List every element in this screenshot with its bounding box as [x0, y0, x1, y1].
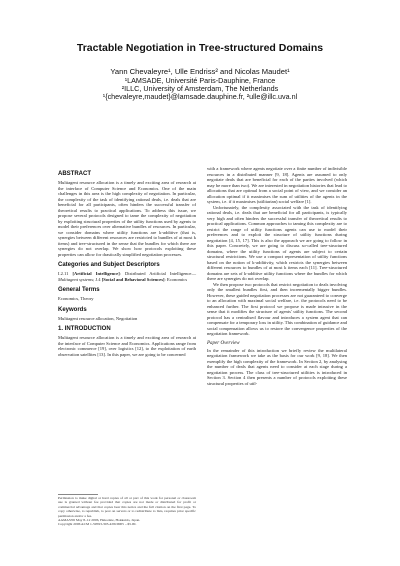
right-paragraph-1: with a framework where agents negotiate over a finite number of indivisible resources in a distributed manner [9, 18]. Agents are assumed to only negotiate deals that are beneficial for each of the parties involved (which may be more than two). We are interested in negotiation histories that lead to allocations that are optimal from a social point of view, and we consider an allocation optimal if it maximises the sum of utilities of the agents in the system, i.e. if it maximises (utilitarian) social welfare [1].	[207, 166, 347, 204]
abstract-heading: ABSTRACT	[58, 171, 91, 177]
general-terms-text: Economics, Theory	[58, 296, 94, 301]
copyright-text: Copyright 2006 ACM 1-59593-303-4/06/0005 ...$5.00.	[58, 522, 137, 527]
footnote-separator	[58, 494, 98, 495]
right-paragraph-3: We then propose two protocols that restrict negotiation to deals involving only the smallest bundles first, and then incrementally bigger bundles. However, these guided negotiation processes are not guaranteed to converge to an allocation with maximal social welfare, i.e. the protocols need to be enhanced further. The first protocol we propose is made intrusive in the sense that it modifies the structure of agents' utility functions. The second protocol has a centralised flavour and introduces a system agent that can compensate for a temporary loss in utility. This combination of guidance and social compensation allows us to restore the convergence properties of the negotiation framework.	[207, 281, 347, 336]
affiliation-2: ²ILLC, University of Amsterdam, The Netherlands	[121, 84, 279, 93]
categories-social: [Social and Behavioral Sciences]	[101, 276, 165, 282]
left-column	[58, 166, 196, 357]
paper-title: Tractable Negotiation in Tree-structured Domains	[76, 42, 324, 54]
general-terms-heading: General Terms	[58, 287, 100, 293]
right-column	[207, 166, 347, 386]
affiliation-1: ¹LAMSADE, Université Paris-Dauphine, France	[124, 76, 276, 85]
introduction-heading: 1. INTRODUCTION	[58, 326, 111, 332]
author-block	[0, 68, 400, 101]
categories-code-2: ; J.4	[92, 276, 102, 282]
permission-footnote	[58, 494, 196, 527]
introduction-text: Multiagent resource allocation is a timely and exciting area of research at the interface of Computer Science and Economics. Applications range from electronic commerce [19], over logistics [12], to the exploitation of earth observation satellites [13]. In this paper, we are going to be concerned	[58, 335, 196, 357]
categories-heading: Categories and Subject Descriptors	[58, 262, 160, 268]
venue-text: AAMAS'06 May 8–12 2006, Hakodate, Hokkaido, Japan.	[58, 518, 141, 523]
categories-code-1: I.2.11	[58, 271, 73, 276]
author-emails: ¹{chevaleyre,maudet}@lamsade.dauphine.fr, ²ulle@illc.uva.nl	[102, 92, 298, 101]
categories-mas: Multiagent systems	[58, 276, 93, 282]
author-names: Yann Chevaleyre¹, Ulle Endriss² and Nicolas Maudet¹	[110, 67, 290, 76]
categories-ai: [Artificial Intelligence]	[72, 271, 120, 276]
right-paragraph-2: Unfortunately, the complexity associated with the task of identifying rational deals, i.e. deals that are beneficial for all participants, is typically very high and often hinders the successful transfer of theoretical results to practical applications. Common approaches to taming this complexity are to restrict the range of utility functions agents can use to model their preferences and to exploit the structure of utility functions during negotiation [4, 15, 17]. This is also the approach we are going to follow in this paper. Concretely, we are going to discuss so-called tree-structured domains, where the utility functions of agents are subject to certain structural restrictions. We use a compact representation of utility functions based on the notion of k-additivity, which restricts the synergies between different resources to bundles of at most k items each [11]. Tree-structured domains are sets of k-additive utility functions where the bundles for which there are synergies do not overlap.	[207, 204, 347, 281]
permission-text: Permission to make digital or hard copies of all or part of this work for personal or classroom use is granted without fee provided that copies are not made or distributed for profit or commercial advantage and that copies bear this notice and the full citation on the first page. To copy otherwise, to republish, to post on servers or to redistribute to lists, requires prior specific permission and/or a fee.	[58, 496, 196, 518]
categories-dai: : Distributed Artificial Intelligence—	[119, 271, 196, 276]
paper-overview-heading: Paper Overview	[207, 340, 240, 346]
abstract-text: Multiagent resource allocation is a timely and exciting area of research at the interface of Computer Science and Economics. One of the main challenges in this area is the high complexity of negotiation. In particular, the complexity of the task of identifying rational deals, i.e. deals that are beneficial for all participants, often hinders the successful transfer of theoretical results to practical applications. To address this issue, we propose several protocols designed to tame the complexity of negotiation by exploiting structural properties of the utility functions used by agents to model their preferences over alternative bundles of resources. In particular, we consider domains where utility functions are k-additive (that is, synergies between different resources are restricted to bundles of at most k items) and tree-structured in the sense that the bundles for which there are synergies do not overlap. We show how protocols exploiting these properties can allow for drastically simplified negotiation processes.	[58, 180, 196, 257]
keywords-heading: Keywords	[58, 306, 87, 313]
keywords-text: Multiagent resource allocation, Negotiation	[58, 315, 138, 321]
right-paragraph-4: In the remainder of this introduction we briefly review the multilateral negotiation framework we take as the basis for our work [9, 18]. We then exemplify the high complexity of the framework. In Section 2, by analysing the number of deals that agents need to consider at each stage during a negotiation process. The class of tree-structured utilities is introduced in Section 3. Section 4 then presents a number of protocols exploiting these structural properties of util-	[207, 347, 347, 386]
categories-text	[58, 271, 196, 282]
categories-economics: : Economics	[164, 276, 188, 282]
